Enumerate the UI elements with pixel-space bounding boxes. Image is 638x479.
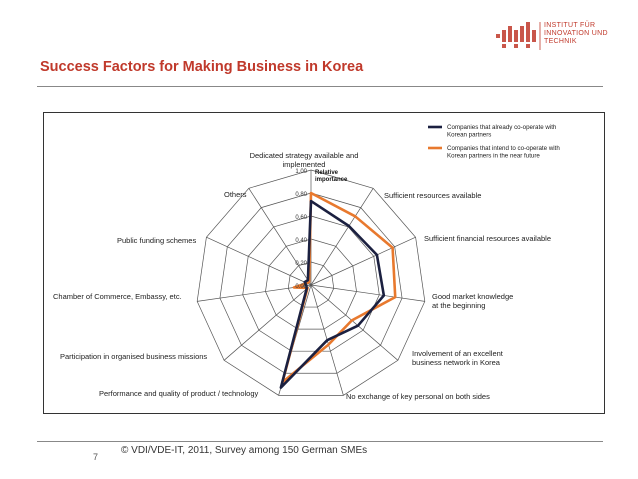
source-note: © VDI/VDE-IT, 2011, Survey among 150 German SMEs — [121, 445, 368, 456]
legend-label: Korean partners in the near future — [447, 152, 540, 160]
category-label: Performance and quality of product / technology — [99, 389, 259, 398]
category-label: Others — [224, 190, 247, 199]
category-label: Chamber of Commerce, Embassy, etc. — [53, 292, 182, 301]
tick-label: 0.40 — [295, 238, 307, 244]
tick-label: 0.60 — [295, 215, 307, 221]
category-label: Sufficient financial resources available — [424, 234, 552, 243]
category-label: Sufficient resources available — [384, 191, 482, 200]
category-label: Participation in organised business missions — [60, 352, 208, 361]
logo-text — [544, 22, 608, 46]
scale-label: Relative — [315, 170, 339, 176]
category-label: Involvement of an excellent — [412, 349, 503, 358]
scale-label: importance — [315, 177, 348, 183]
radar-chart — [44, 113, 604, 413]
grid-spoke — [311, 285, 425, 301]
tick-label: 1.00 — [295, 169, 307, 175]
legend-label: Korean partners — [447, 131, 492, 139]
category-label: Good market knowledge — [432, 292, 514, 301]
category-label: business network in Korea — [412, 358, 500, 367]
legend-label: Companies that intend to co-operate with — [447, 145, 560, 152]
logo-line: INSTITUT FÜR — [544, 22, 596, 29]
category-label: Public funding schemes — [117, 236, 197, 245]
tick-label: 0.80 — [295, 192, 307, 198]
slide-title: Success Factors for Making Business in Korea — [40, 59, 364, 75]
category-label: implemented — [282, 160, 326, 169]
logo-line: INNOVATION UND — [544, 30, 608, 37]
category-label: No exchange of key personal on both sides — [346, 392, 490, 401]
radar-series — [281, 193, 395, 388]
footer-divider — [37, 441, 603, 442]
logo-line: TECHNIK — [544, 38, 577, 45]
category-label: at the beginning — [432, 301, 486, 310]
chart-legend — [428, 124, 560, 160]
tick-label: 0.00 — [295, 284, 307, 290]
chart-frame — [43, 112, 605, 414]
title-divider — [37, 86, 603, 87]
page-number: 7 — [93, 452, 99, 462]
tick-label: 0.20 — [295, 261, 307, 267]
category-label: Dedicated strategy available and — [249, 151, 359, 160]
radar-category-labels — [53, 151, 551, 401]
legend-label: Companies that already co-operate with — [447, 124, 557, 131]
